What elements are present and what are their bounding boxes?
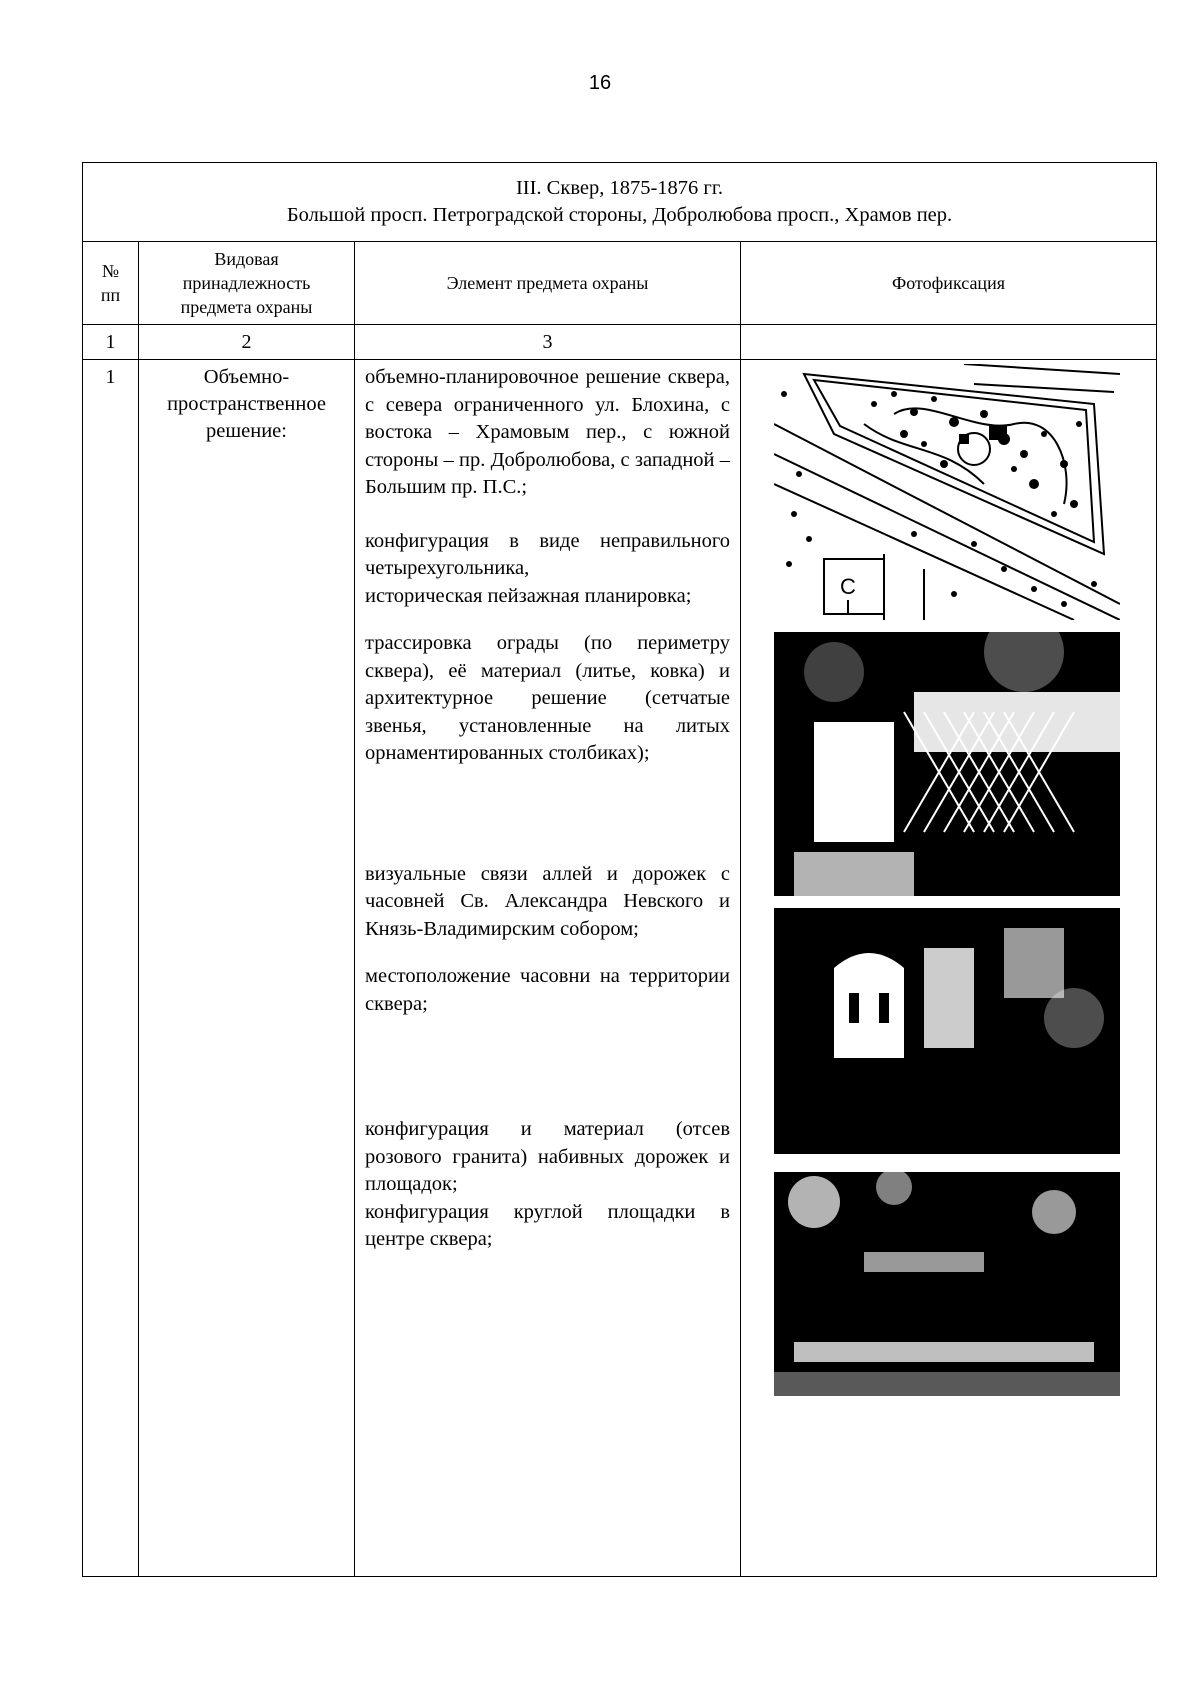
numbering-row [83,325,1157,360]
numbering-4 [741,325,1157,360]
row-photos [741,360,1157,1577]
element-text-1: объемно-планировочное решение сквера, с севера ограниченного ул. Блохина, с востока – Храмовым пер., с южной стороны – пр. Добролюбова, с западной – Большим пр. П.С.; [365,366,730,498]
map-label: С [840,574,856,599]
row-type-text: Объемно-пространственное решение: [167,366,326,442]
protection-table [82,162,1157,1577]
element-text-5: визуальные связи аллей и дорожек с часовней Св. Александра Невского и Князь-Владимирским собором; [365,862,730,940]
numbering-1: 1 [83,325,139,360]
element-text-6: местоположение часовни на территории сквера; [365,965,730,1015]
header-row [83,242,1157,325]
table-title-line1: III. Сквер, 1875-1876 гг. [515,177,724,199]
fence-photo [774,632,1120,896]
map-plan-image [774,364,1120,620]
table-title [83,163,1157,242]
row-type [139,360,355,1577]
table-row [83,360,1157,1577]
element-text-3: историческая пейзажная планировка; [365,584,692,607]
alley-photo [774,1172,1120,1396]
numbering-3: 3 [355,325,741,360]
element-text-8: конфигурация круглой площадки в центре сквера; [365,1200,730,1250]
row-number: 1 [83,360,139,1577]
numbering-2: 2 [139,325,355,360]
row-elements [355,360,741,1577]
element-text-2: конфигурация в виде неправильного четырехугольника, [365,529,730,579]
element-text-4: трассировка ограды (по периметру сквера), её материал (литье, ковка) и архитектурное решение (сетчатые звенья, установленные на литых орнаментированных столбиках); [365,632,730,764]
element-text-7: конфигурация и материал (отсев розового гранита) набивных дорожек и площадок; [365,1118,730,1195]
header-element: Элемент предмета охраны [355,242,741,325]
header-photo: Фотофиксация [741,242,1157,325]
header-type: Видовая принадлежность предмета охраны [139,242,355,325]
table-title-line2: Большой просп. Петроградской стороны, Добролюбова просп., Храмов пер. [286,204,953,226]
header-number: № пп [83,242,139,325]
chapel-view-photo [774,908,1120,1154]
page-number: 16 [588,72,612,94]
